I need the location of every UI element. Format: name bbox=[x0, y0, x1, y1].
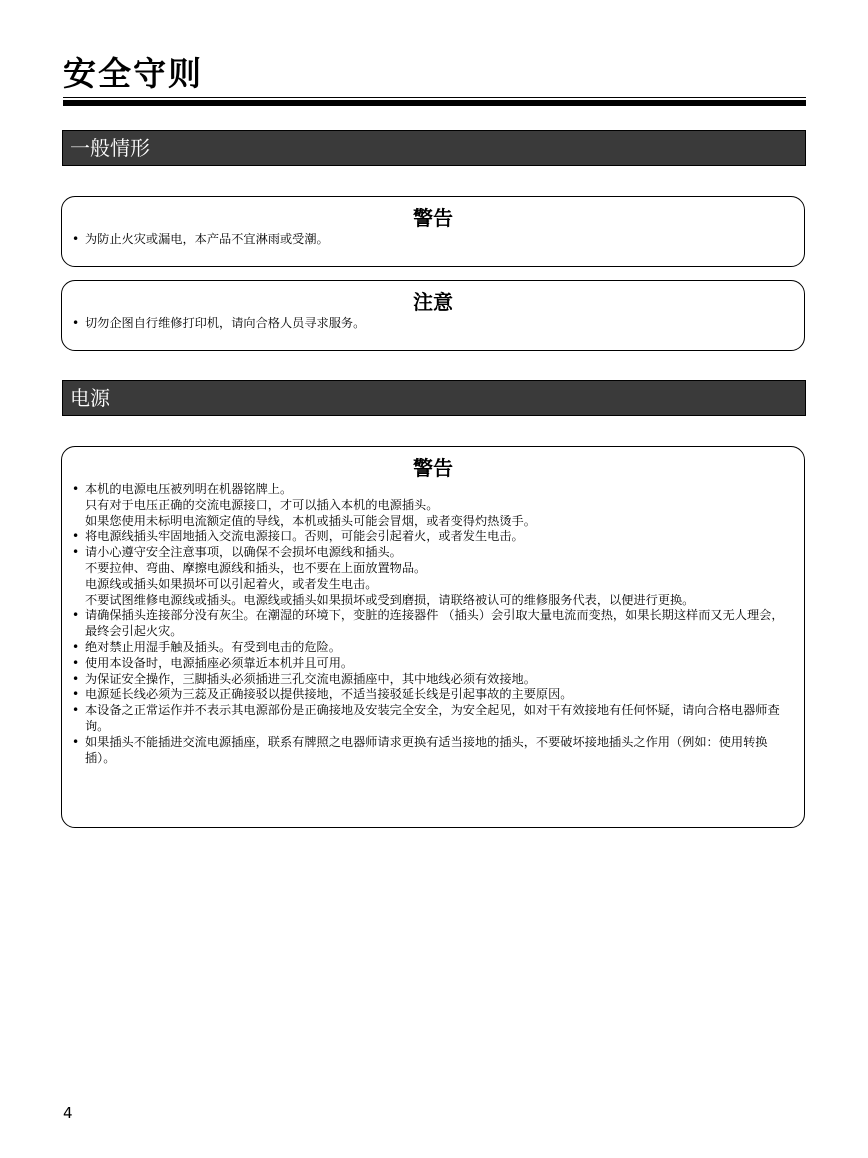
list-item: • 将电源线插头牢固地插入交流电源接口。否则，可能会引起着火，或者发生电击。 bbox=[72, 529, 788, 545]
warning-list bbox=[62, 232, 804, 248]
list-item: • 切勿企图自行维修打印机，请向合格人员寻求服务。 bbox=[72, 316, 788, 332]
caution-heading: 注意 bbox=[413, 290, 453, 314]
list-item: • 本机的电源电压被列明在机器铭牌上。 只有对于电压正确的交流电源接口，才可以插入本机的电源插头。 如果您使用未标明电流额定值的导线，本机或插头可能会冒烟，或者变得灼热烫手。 bbox=[72, 482, 788, 529]
warning-box-power bbox=[61, 446, 805, 828]
caution-list bbox=[62, 316, 804, 332]
title-rule-thin bbox=[63, 97, 806, 98]
list-item: • 请确保插头连接部分没有灰尘。在潮湿的环境下，变脏的连接器件 （插头）会引取大量电流而变热，如果长期这样而又无人理会，最终会引起火灾。 bbox=[72, 608, 788, 640]
list-item: • 电源延长线必须为三蕊及正确接驳以提供接地，不适当接驳延长线是引起事故的主要原因。 bbox=[72, 687, 788, 703]
list-item: • 使用本设备时，电源插座必须靠近本机并且可用。 bbox=[72, 656, 788, 672]
page-number: 4 bbox=[63, 1104, 73, 1122]
section-heading-general: 一般情形 bbox=[62, 130, 806, 166]
list-item: • 本设备之正常运作并不表示其电源部份是正确接地及安装完全安全，为安全起见，如对干有效接地有任何怀疑，请向合格电器师查询。 bbox=[72, 703, 788, 735]
list-item: • 为防止火灾或漏电，本产品不宜淋雨或受潮。 bbox=[72, 232, 788, 248]
warning-heading: 警告 bbox=[413, 206, 453, 230]
warning-box-general bbox=[61, 196, 805, 267]
title-rule-thick bbox=[63, 100, 806, 106]
warning-list bbox=[62, 482, 804, 766]
list-item: • 绝对禁止用湿手触及插头。有受到电击的危险。 bbox=[72, 640, 788, 656]
list-item: • 为保证安全操作，三脚插头必须插进三孔交流电源插座中，其中地线必须有效接地。 bbox=[72, 672, 788, 688]
section-heading-power: 电源 bbox=[62, 380, 806, 416]
caution-box-general bbox=[61, 280, 805, 351]
list-item: • 如果插头不能插进交流电源插座，联系有牌照之电器师请求更换有适当接地的插头，不要破坏接地插头之作用（例如：使用转换插）。 bbox=[72, 735, 788, 767]
warning-heading: 警告 bbox=[413, 456, 453, 480]
list-item: • 请小心遵守安全注意事项，以确保不会损坏电源线和插头。 不要拉伸、弯曲、摩擦电源线和插头，也不要在上面放置物品。 电源线或插头如果损坏可以引起着火，或者发生电击。 不要试图维修电源线或插头。电源线或插头如果损坏或受到磨损，请联络被认可的维修服务代表，以便进行更换。 bbox=[72, 545, 788, 608]
page-title: 安全守则 bbox=[63, 54, 203, 93]
